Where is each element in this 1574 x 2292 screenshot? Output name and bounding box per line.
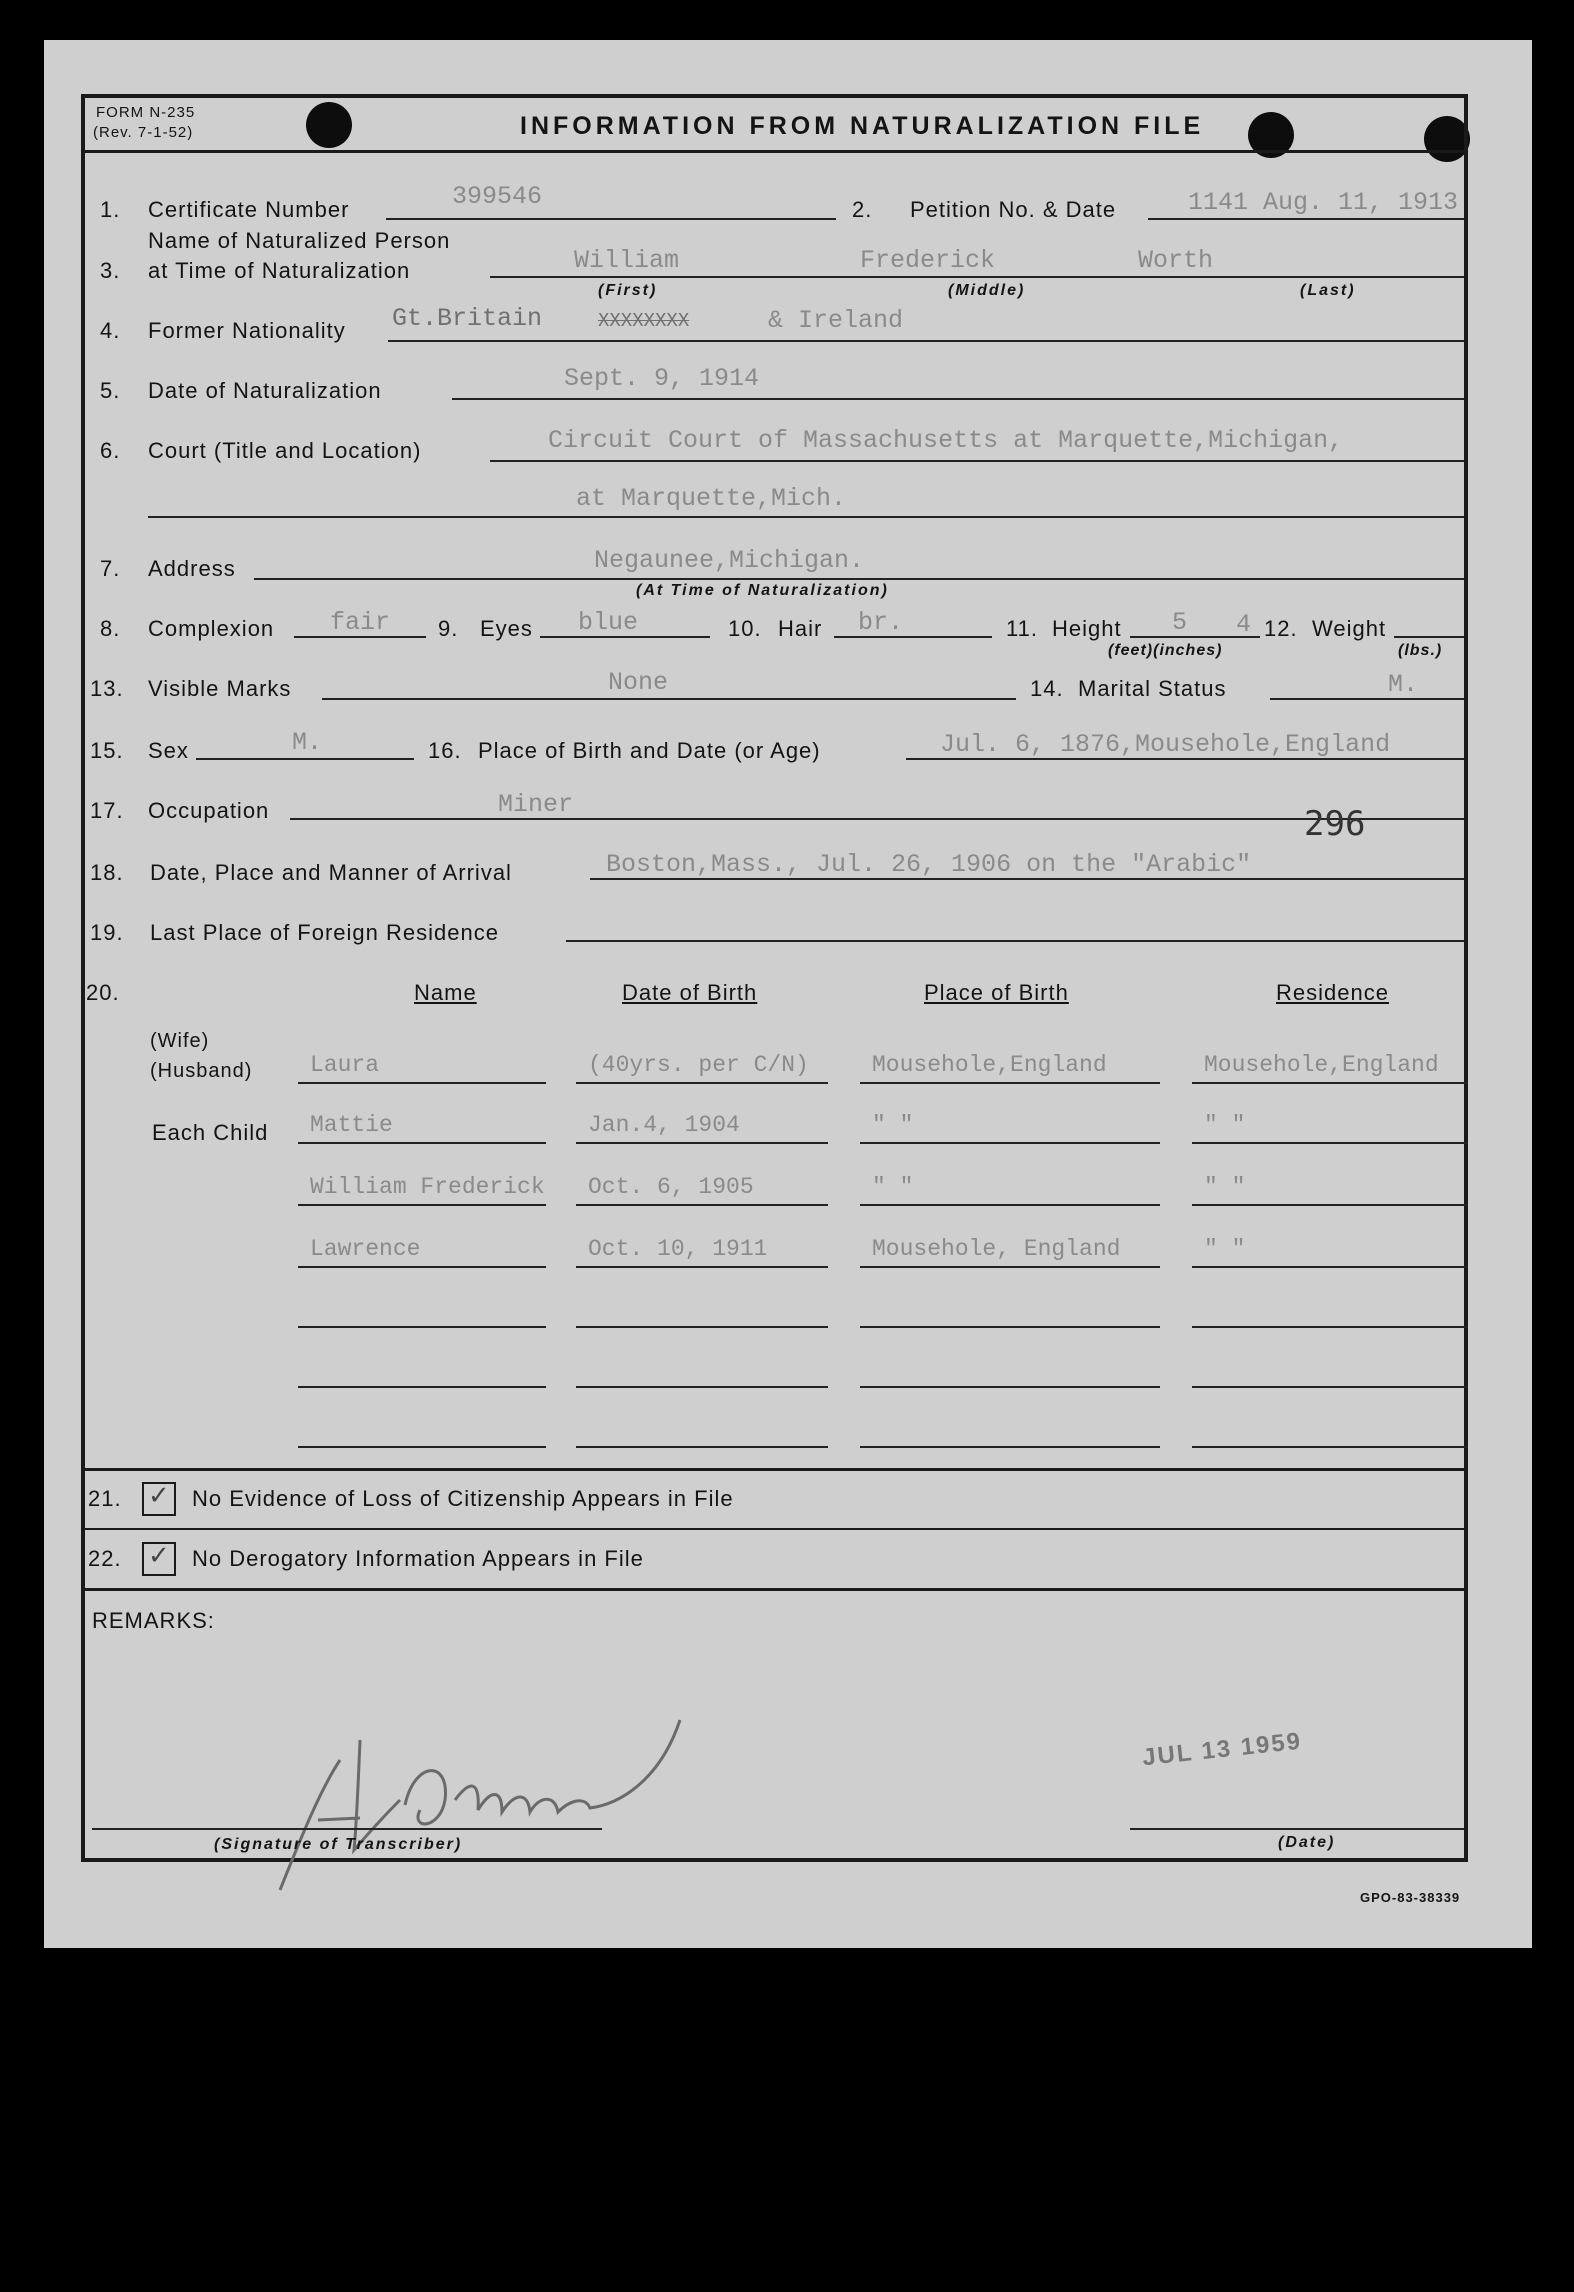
date-of-naturalization-value: Sept. 9, 1914: [564, 364, 760, 393]
court-value-line1: Circuit Court of Massachusetts at Marquette,Michigan,: [548, 426, 1344, 455]
field-2-num: 2.: [852, 197, 873, 222]
height-caption: (feet)(inches): [1108, 642, 1223, 659]
occupation-value: Miner: [498, 790, 574, 819]
last-caption: (Last): [1300, 282, 1356, 299]
middle-caption: (Middle): [948, 282, 1026, 299]
field-3-num: 3.: [100, 258, 121, 283]
field-16-num: 16.: [428, 738, 462, 763]
weight-caption: (lbs.): [1398, 642, 1443, 659]
family-row-1-res: " ": [1204, 1112, 1246, 1138]
field-12-num: 12.: [1264, 616, 1298, 641]
no-loss-of-citizenship-label: No Evidence of Loss of Citizenship Appears in File: [192, 1486, 734, 1511]
date-line: [1130, 1828, 1464, 1830]
hair-label: Hair: [778, 616, 823, 641]
petition-label: Petition No. & Date: [910, 197, 1117, 222]
family-row-3-dob: Oct. 10, 1911: [588, 1236, 768, 1262]
field-22-num: 22.: [88, 1546, 122, 1571]
family-row-0-dob: (40yrs. per C/N): [588, 1052, 809, 1078]
certificate-number-line: [386, 218, 836, 220]
family-row-6-pob-line: [860, 1446, 1160, 1448]
family-row-3-res: " ": [1204, 1236, 1246, 1262]
field-7-num: 7.: [100, 556, 121, 581]
family-row-1-name-line: [298, 1142, 546, 1144]
field-15-num: 15.: [90, 738, 124, 763]
address-value: Negaunee,Michigan.: [594, 546, 865, 575]
occupation-line: [290, 818, 1464, 820]
court-label: Court (Title and Location): [148, 438, 422, 463]
visible-marks-value: None: [608, 668, 669, 697]
former-nationality-label: Former Nationality: [148, 318, 346, 343]
arrival-value: Boston,Mass., Jul. 26, 1906 on the "Arabic": [606, 850, 1252, 879]
former-nationality-struck: XXXXXXXX: [598, 310, 690, 332]
family-row-3-name: Lawrence: [310, 1236, 421, 1262]
marital-status-value: M.: [1388, 670, 1419, 699]
arrival-label: Date, Place and Manner of Arrival: [150, 860, 512, 885]
visible-marks-line: [322, 698, 1016, 700]
family-header-residence: Residence: [1276, 980, 1389, 1005]
birth-label: Place of Birth and Date (or Age): [478, 738, 821, 763]
family-row-2-name-line: [298, 1204, 546, 1206]
field-19-num: 19.: [90, 920, 124, 945]
certificate-number-label: Certificate Number: [148, 197, 350, 222]
family-row-2-pob: " ": [872, 1174, 914, 1200]
family-row-1-res-line: [1192, 1142, 1468, 1144]
family-row-2-res: " ": [1204, 1174, 1246, 1200]
marital-status-label: Marital Status: [1078, 676, 1227, 701]
certificate-number-value: 399546: [452, 182, 543, 211]
family-row-5-name-line: [298, 1386, 546, 1388]
form-revision: (Rev. 7-1-52): [93, 124, 194, 141]
family-row-0-name: Laura: [310, 1052, 380, 1078]
name-line: [490, 276, 1464, 278]
court-line-1: [490, 460, 1464, 462]
eyes-label: Eyes: [480, 616, 533, 641]
family-header-pob: Place of Birth: [924, 980, 1069, 1005]
field-20-num: 20.: [86, 980, 120, 1005]
spouse-label-wife: (Wife): [150, 1030, 210, 1052]
name-label-line1: Name of Naturalized Person: [148, 228, 451, 253]
date-caption: (Date): [1278, 1834, 1336, 1851]
field-10-num: 10.: [728, 616, 762, 641]
transcriber-signature: [240, 1700, 700, 1900]
hair-value: br.: [858, 608, 904, 637]
field-8-num: 8.: [100, 616, 121, 641]
family-row-4-pob-line: [860, 1326, 1160, 1328]
family-row-1-dob: Jan.4, 1904: [588, 1112, 740, 1138]
field-13-num: 13.: [90, 676, 124, 701]
court-line-2: [148, 516, 1464, 518]
weight-line: [1394, 636, 1464, 638]
checkmark-21: ✓: [148, 1480, 170, 1510]
former-nationality-value-a: Gt.Britain: [392, 304, 543, 333]
family-row-2-name: William Frederick: [310, 1174, 545, 1200]
family-row-5-dob-line: [576, 1386, 828, 1388]
remarks-divider: [81, 1588, 1468, 1591]
first-name-value: William: [574, 246, 680, 275]
field-6-num: 6.: [100, 438, 121, 463]
family-row-0-pob-line: [860, 1082, 1160, 1084]
date-of-naturalization-line: [452, 398, 1464, 400]
first-caption: (First): [598, 282, 658, 299]
address-caption: (At Time of Naturalization): [636, 582, 889, 599]
family-row-2-res-line: [1192, 1204, 1468, 1206]
field-1-num: 1.: [100, 197, 121, 222]
family-row-3-dob-line: [576, 1266, 828, 1268]
family-header-dob: Date of Birth: [622, 980, 758, 1005]
family-divider: [81, 1468, 1468, 1471]
date-stamp: JUL 13 1959: [1140, 1727, 1304, 1772]
family-row-3-res-line: [1192, 1266, 1468, 1268]
header-divider: [81, 150, 1468, 153]
former-nationality-line: [388, 340, 1464, 342]
signature-caption: (Signature of Transcriber): [214, 1836, 463, 1853]
family-row-6-name-line: [298, 1446, 546, 1448]
petition-line: [1148, 218, 1464, 220]
occupation-label: Occupation: [148, 798, 270, 823]
height-feet-value: 5: [1172, 608, 1188, 637]
form-frame: [81, 94, 1468, 1862]
field-5-num: 5.: [100, 378, 121, 403]
marital-status-line: [1270, 698, 1464, 700]
visible-marks-label: Visible Marks: [148, 676, 292, 701]
sex-value: M.: [292, 728, 323, 757]
field-17-num: 17.: [90, 798, 124, 823]
birth-value: Jul. 6, 1876,Mousehole,England: [940, 730, 1391, 759]
family-row-4-dob-line: [576, 1326, 828, 1328]
family-row-6-res-line: [1192, 1446, 1468, 1448]
family-row-0-pob: Mousehole,England: [872, 1052, 1107, 1078]
height-inches-value: 4: [1236, 610, 1252, 639]
form-number: FORM N-235: [96, 104, 196, 121]
family-row-0-res: Mousehole,England: [1204, 1052, 1439, 1078]
family-row-3-pob: Mousehole, England: [872, 1236, 1121, 1262]
last-name-value: Worth: [1138, 246, 1214, 275]
middle-name-value: Frederick: [860, 246, 996, 275]
family-row-0-name-line: [298, 1082, 546, 1084]
complexion-value: fair: [330, 608, 391, 637]
family-row-1-pob-line: [860, 1142, 1160, 1144]
eyes-value: blue: [578, 608, 639, 637]
family-row-0-res-line: [1192, 1082, 1468, 1084]
family-row-1-dob-line: [576, 1142, 828, 1144]
each-child-label: Each Child: [152, 1120, 269, 1145]
checks-divider: [81, 1528, 1468, 1530]
petition-value: 1141 Aug. 11, 1913: [1188, 188, 1459, 217]
gpo-code: GPO-83-38339: [1360, 1890, 1461, 1905]
family-row-6-dob-line: [576, 1446, 828, 1448]
address-line: [254, 578, 1464, 580]
weight-label: Weight: [1312, 616, 1387, 641]
family-row-2-dob-line: [576, 1204, 828, 1206]
family-row-5-pob-line: [860, 1386, 1160, 1388]
field-4-num: 4.: [100, 318, 121, 343]
no-derogatory-info-label: No Derogatory Information Appears in File: [192, 1546, 644, 1571]
signature-line: [92, 1828, 602, 1830]
name-label-line2: at Time of Naturalization: [148, 258, 411, 283]
family-row-2-dob: Oct. 6, 1905: [588, 1174, 754, 1200]
field-9-num: 9.: [438, 616, 459, 641]
family-row-3-name-line: [298, 1266, 546, 1268]
last-residence-line: [566, 940, 1464, 942]
field-11-num: 11.: [1006, 616, 1038, 641]
family-row-4-name-line: [298, 1326, 546, 1328]
family-row-3-pob-line: [860, 1266, 1160, 1268]
date-of-naturalization-label: Date of Naturalization: [148, 378, 382, 403]
field-18-num: 18.: [90, 860, 124, 885]
family-row-4-res-line: [1192, 1326, 1468, 1328]
field-21-num: 21.: [88, 1486, 122, 1511]
sex-line: [196, 758, 414, 760]
family-header-name: Name: [414, 980, 477, 1005]
form-title: INFORMATION FROM NATURALIZATION FILE: [520, 112, 1205, 140]
checkmark-22: ✓: [148, 1540, 170, 1570]
remarks-label: REMARKS:: [92, 1608, 215, 1633]
file-stamp-number: 296: [1304, 804, 1366, 844]
height-label: Height: [1052, 616, 1122, 641]
family-row-2-pob-line: [860, 1204, 1160, 1206]
complexion-label: Complexion: [148, 616, 275, 641]
court-value-line2: at Marquette,Mich.: [576, 484, 847, 513]
family-row-1-name: Mattie: [310, 1112, 393, 1138]
former-nationality-value-b: & Ireland: [768, 306, 904, 335]
address-label: Address: [148, 556, 236, 581]
spouse-label-husband: (Husband): [150, 1060, 253, 1082]
family-row-5-res-line: [1192, 1386, 1468, 1388]
sex-label: Sex: [148, 738, 189, 763]
last-residence-label: Last Place of Foreign Residence: [150, 920, 499, 945]
family-row-0-dob-line: [576, 1082, 828, 1084]
field-14-num: 14.: [1030, 676, 1064, 701]
family-row-1-pob: " ": [872, 1112, 914, 1138]
